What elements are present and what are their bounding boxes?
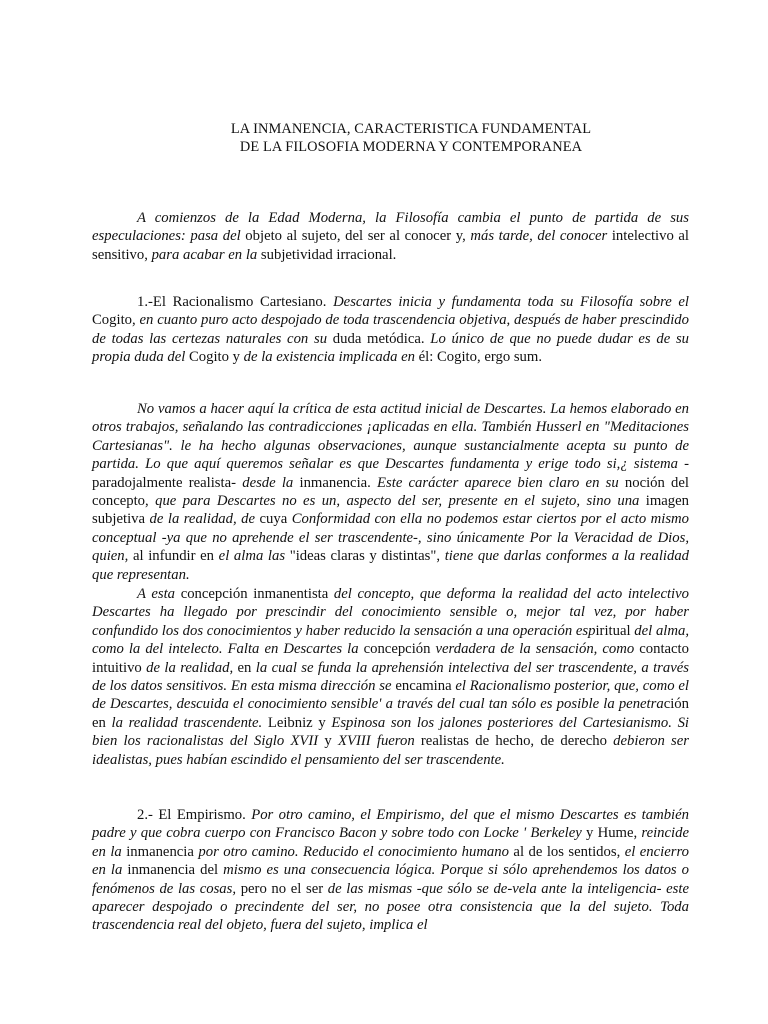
text-run: tiene que darlas conformes a la realidad que representan. xyxy=(92,548,690,583)
text-run: él: Cogito, ergo sum. xyxy=(418,349,542,366)
text-run: A comienzos de la Edad Moderna, la Filosofía cambia el punto de partida de sus especulaciones: pasa del xyxy=(92,210,689,245)
text-run: imagen subjetiva xyxy=(92,493,690,528)
text-run: el Racionalismo posterior, que, como el de Descartes, descuida el conocimiento sensible' a través del cual tan sólo es posible la penetra xyxy=(92,678,689,713)
text-run: del concepto, que deforma la realidad del acto intelectivo Descartes ha llegado por prescindir del conocimiento sensible o, mejor tal vez, por haber confundido los dos conocimientos y haber reducido la sensación a una operación esp xyxy=(92,586,689,639)
text-run: cuya xyxy=(259,511,292,528)
text-run: Este carácter aparece bien claro en su xyxy=(377,474,625,491)
paragraph-racionalismo xyxy=(92,293,689,367)
text-run: del concepto, xyxy=(92,474,689,510)
text-run: inmanencia xyxy=(126,843,199,860)
text-run: más tarde, del conocer xyxy=(470,228,612,245)
text-run: reincide en la xyxy=(92,825,689,860)
text-run: Conformidad con ella no podemos estar ciertos por el acto mismo conceptual -ya que no aprehende el ser trascendente-, sino únicamente Por la Veracidad de Dios, quien, xyxy=(92,511,689,565)
text-run: de la existencia implicada en xyxy=(243,349,419,366)
title-line-2: DE LA FILOSOFIA MODERNA Y CONTEMPORANEA xyxy=(239,139,583,155)
text-run: concepción inmanentista xyxy=(180,586,334,602)
text-run: el alma las xyxy=(218,548,290,565)
text-run: Leibniz y xyxy=(267,714,332,731)
text-run: Cogito, xyxy=(92,312,140,329)
text-run: Descartes inicia y fundamenta toda su Filosofía sobre el xyxy=(333,294,689,310)
text-run: y Hume, xyxy=(586,825,642,842)
text-run: pero no el ser xyxy=(240,880,328,897)
text-run: para acabar en la xyxy=(151,246,261,263)
text-run: subjetividad irracional. xyxy=(260,246,397,263)
text-run: objeto al sujeto, del ser al conocer y, xyxy=(245,228,471,245)
text-run: en cuanto puro acto despojado de toda trascendencia objetiva, después de haber prescindido de todas las certezas naturales con su xyxy=(92,312,689,347)
text-run: inmanencia. xyxy=(299,474,378,491)
text-run: debieron ser idealistas, pues habían escindido el pensamiento del ser trascendente. xyxy=(92,733,690,768)
document-title xyxy=(0,120,768,156)
text-run: por otro camino. Reducido el conocimiento humano xyxy=(198,843,514,860)
text-run: A esta xyxy=(137,586,181,602)
text-run: mismo es una consecuencia lógica. Porque si sólo aprehendemos los datos o fenómenos de las cosas, xyxy=(92,862,690,897)
text-run: y xyxy=(324,733,339,750)
text-run: intelectivo al sensitivo, xyxy=(92,228,690,263)
text-run: la cual se funda la aprehensión intelectiva del ser trascendente, a través de los datos sensitivos. En esta misma dirección se xyxy=(92,659,689,695)
paragraph-concepcion-inmanentista xyxy=(92,585,689,769)
text-run: la realidad trascendente. xyxy=(111,714,268,731)
text-run: de las mismas -que sólo se de-vela ante la inteligencia- este aparecer despojado o precindente del ser, no posee otra consistencia que la del sujeto. Toda trascendencia real del objeto, fuera del sujeto, implica el xyxy=(92,880,689,934)
text-run: "ideas claras y distintas", xyxy=(289,548,445,565)
text-run: contacto intuitivo xyxy=(92,641,689,676)
text-run: Lo único de que no puede dudar es de su propia duda del xyxy=(92,330,689,366)
text-run: -paradojalmente realista- xyxy=(92,456,689,491)
text-run: No vamos a hacer aquí la crítica de esta actitud inicial de Descartes. La hemos elaborado en otros trabajos, señalando las contradicciones ¡aplicadas en ella. También Husserl en "Meditaciones Cartesianas". le ha hecho algunas observaciones, aunque sustancialmente acepta su punto de partida. Lo que aquí queremos señalar es que Descartes fundamenta y erige todo si,¿ sistema xyxy=(92,401,689,473)
text-run: de la realidad, xyxy=(146,659,238,676)
text-run: al infundir en xyxy=(132,548,219,565)
text-run: noción xyxy=(624,474,672,491)
text-run: de la realidad, de xyxy=(149,511,260,528)
title-line-1: LA INMANENCIA, CARACTERISTICA FUNDAMENTAL xyxy=(230,121,592,137)
text-run: encamina xyxy=(395,678,456,695)
text-run: desde la xyxy=(242,474,300,491)
text-run: XVIII fueron xyxy=(338,733,421,750)
text-run: al de los sentidos, xyxy=(513,843,625,860)
text-run: Espinosa son los jalones posteriores del Cartesianismo. Si bien los racionalistas del Siglo XVII xyxy=(92,714,690,750)
text-run: iritual xyxy=(595,622,635,639)
text-run: en xyxy=(237,659,256,676)
text-run: duda metódica. xyxy=(332,330,431,347)
text-run: realistas de hecho, de derecho xyxy=(420,733,614,750)
text-run: inmanencia del xyxy=(127,862,224,879)
text-run: que para Descartes no es un, aspecto del ser, presente en el sujeto, sino una xyxy=(155,493,646,510)
text-run: el encierro en la xyxy=(92,843,689,879)
text-run: Por otro camino, el Empirismo, del que el mismo Descartes es también padre y que cobra cuerpo con Francisco Bacon y sobre todo con Locke ' Berkeley xyxy=(92,807,689,842)
text-run: del alma, como la del intelecto. Falta en Descartes la xyxy=(92,622,689,658)
paragraph-empirismo xyxy=(92,806,689,935)
paragraph-critica-descartes xyxy=(92,400,689,584)
paragraph-intro xyxy=(92,209,689,264)
text-run: concepción xyxy=(363,641,436,658)
text-run: verdadera de la sensación, como xyxy=(435,641,640,658)
text-run: 2.- El Empirismo. xyxy=(137,807,252,823)
text-run: Cogito y xyxy=(188,349,244,366)
text-run: 1.-El Racionalismo Cartesiano. xyxy=(137,294,334,310)
text-run: ción en xyxy=(92,696,689,731)
